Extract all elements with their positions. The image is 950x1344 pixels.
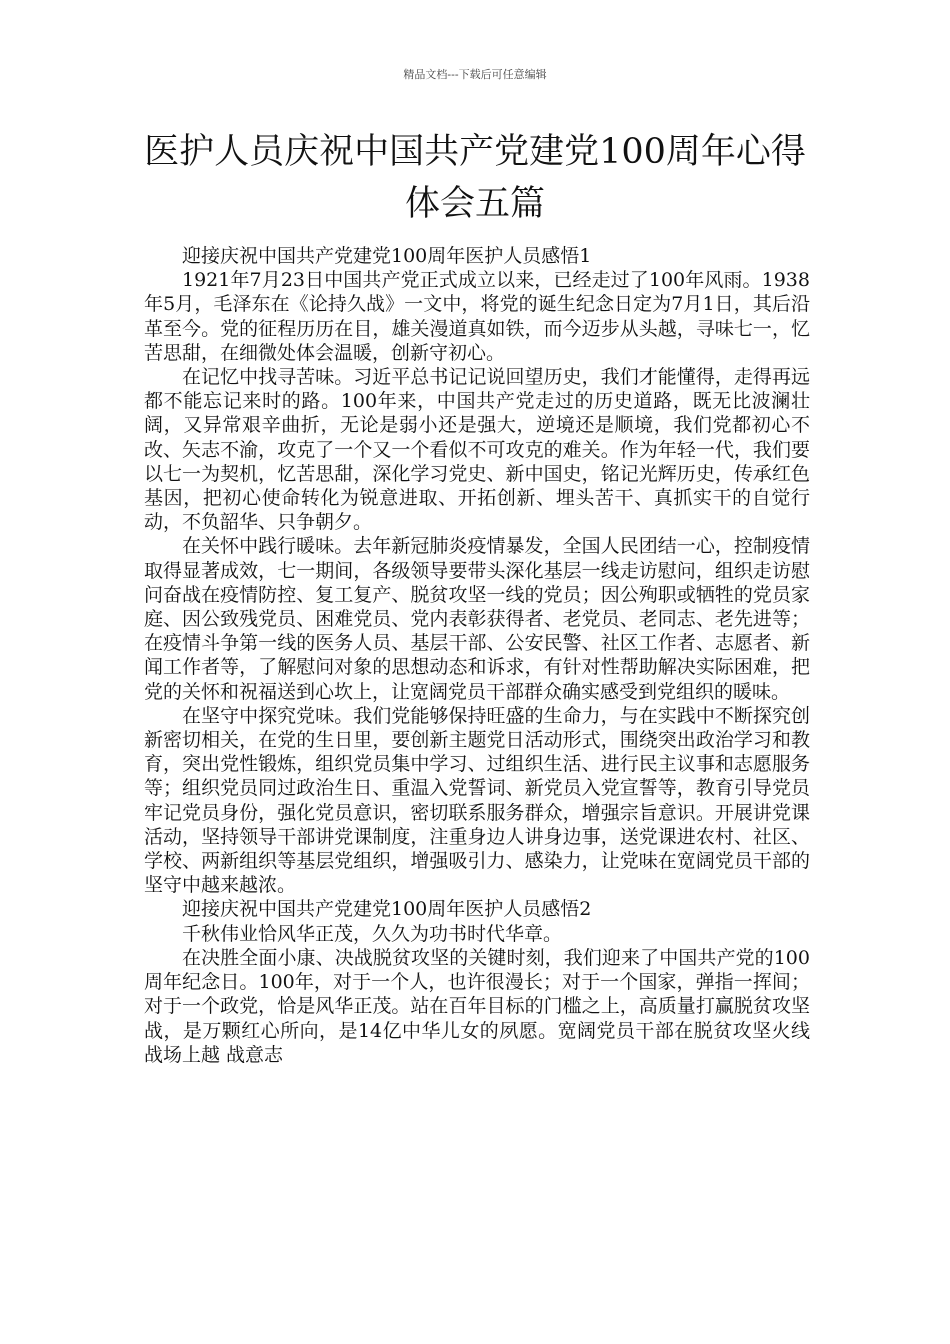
page-header: 精品文档---下载后可任意编辑 — [403, 68, 547, 81]
section-heading-1: 迎接庆祝中国共产党建党100周年医护人员感悟1 — [182, 245, 592, 267]
document-title: 医护人员庆祝中国共产党建党100周年心得体会五篇 — [144, 132, 806, 224]
section-heading-2: 迎接庆祝中国共产党建党100周年医护人员感悟2 — [182, 898, 592, 921]
paragraph: 千秋伟业恰风华正茂，久久为功书时代华章。 — [182, 922, 563, 945]
paragraph: 在坚守中探究党味。我们党能够保持旺盛的生命力，与在实践中不断探究创新密切相关，在党的生日里，要创新主题党日活动形式，围绕突出政治学习和教育，突出党性锻炼，组织党员集中学习、过组织生活、进行民主议事和志愿服务等；组织党员同过政治生日、重温入党誓词、新党员入党宣誓等，教育引导党员牢记党员身份，强化党员意识，密切联系服务群众，增强宗旨意识。开展讲党课活动，坚持领导干部讲党课制度，注重身边人讲身边事，送党课进农村、社区、学校、两新组织等基层党组织，增强吸引力、感染力，让党味在宽阔党员干部的坚守中越来越浓。 — [144, 704, 810, 897]
paragraph: 在记忆中找寻苦味。习近平总书记记说回望历史，我们才能懂得，走得再远都不能忘记来时的路。100年来，中国共产党走过的历史道路，既无比波澜壮阔，又异常艰辛曲折，无论是弱小还是强大，逆境还是顺境，我们党都初心不改、矢志不渝，攻克了一个又一个看似不可攻克的难关。作为年轻一代，我们要以七一为契机，忆苦思甜，深化学习党史、新中国史，铭记光辉历史，传承红色基因，把初心使命转化为锐意进取、开拓创新、埋头苦干、真抓实干的自觉行动，不负韶华、只争朝夕。 — [144, 366, 810, 534]
paragraph: 在关怀中践行暖味。去年新冠肺炎疫情暴发，全国人民团结一心，控制疫情取得显著成效，七一期间，各级领导要带头深化基层一线走访慰问，组织走访慰问奋战在疫情防控、复工复产、脱贫攻坚一线的党员；因公殉职或牺牲的党员家庭、因公致残党员、困难党员、党内表彰获得者、老党员、老同志、老先进等；在疫情斗争第一线的医务人员、基层干部、公安民警、社区工作者、志愿者、新闻工作者等，了解慰问对象的思想动态和诉求，有针对性帮助解决实际困难，把党的关怀和祝福送到心坎上，让宽阔党员干部群众确实感受到党组织的暖味。 — [144, 535, 810, 703]
paragraph: 在决胜全面小康、决战脱贫攻坚的关键时刻，我们迎来了中国共产党的100周年纪念日。100年，对于一个人，也许很漫长；对于一个国家，弹指一挥间；对于一个政党，恰是风华正茂。站在百年目标的门槛之上，高质量打赢脱贫攻坚战，是万颗红心所向，是14亿中华儿女的夙愿。宽阔党员干部在脱贫攻坚火线战场上越 战意志 — [144, 946, 810, 1066]
document-body — [144, 244, 810, 1067]
paragraph: 1921年7月23日中国共产党正式成立以来，已经走过了100年风雨。1938年5月，毛泽东在《论持久战》一文中，将党的诞生纪念日定为7月1日，其后沿革至今。党的征程历历在目，雄关漫道真如铁，而今迈步从头越，寻味七一，忆苦思甜，在细微处体会温暖，创新守初心。 — [144, 269, 810, 364]
